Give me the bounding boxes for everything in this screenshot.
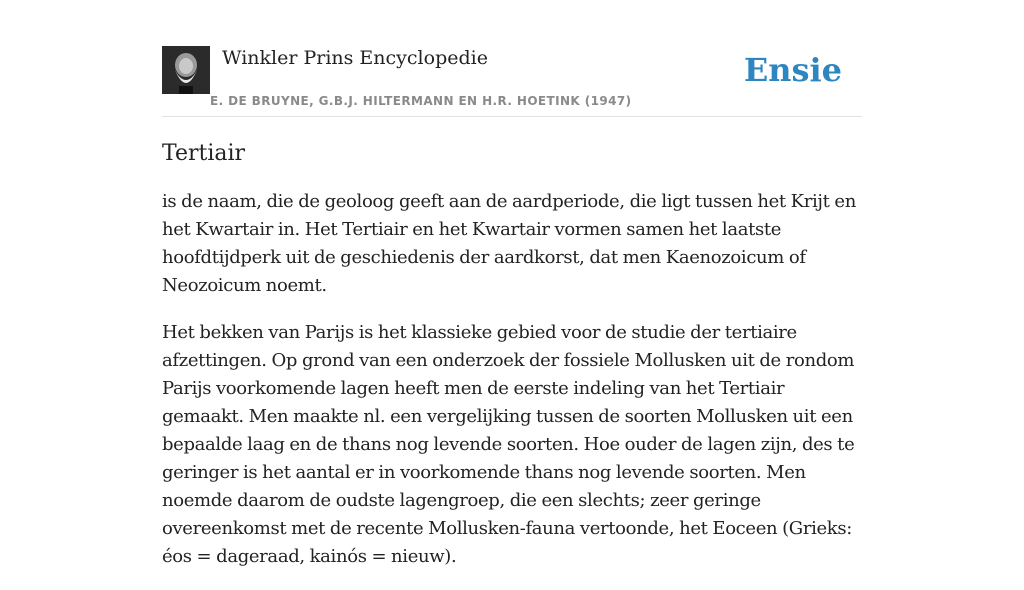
author-avatar — [162, 46, 210, 94]
ensie-logo[interactable]: Ensie — [743, 51, 842, 89]
article-paragraph: Het bekken van Parijs is het klassieke gebied voor de studie der tertiaire afzettingen. Op grond van een onderzoek der fossiele Mollusken uit de rondom Parijs voorkomende lagen heeft men de eerste indeling van het Tertiair gemaakt. Men maakte nl. een vergelijking tussen de soorten Mollusken uit een bepaalde laag en de thans nog levende soorten. Hoe ouder de lagen zijn, des te geringer is het aantal er in voorkomende thans nog levende soorten. Men noemde daarom de oudste lagengroep, die een slechts; zeer geringe overeenkomst met de recente Mollusken-fauna vertoonde, het Eoceen (Grieks: éos = dageraad, kainós = nieuw). — [162, 322, 855, 567]
author-portrait-icon — [162, 46, 210, 94]
site-header — [162, 46, 862, 117]
article-title: Tertiair — [162, 141, 246, 166]
source-authors: E. DE BRUYNE, G.B.J. HILTERMANN EN H.R. HOETINK (1947) — [210, 94, 632, 108]
article-paragraph: is de naam, die de geoloog geeft aan de aardperiode, die ligt tussen het Krijt en het Kwartair in. Het Tertiair en het Kwartair vormen samen het laatste hoofdtijdperk uit de geschiedenis der aardkorst, dat men Kaenozoicum of Neozoicum noemt. — [162, 191, 856, 296]
article — [162, 138, 866, 590]
site-title[interactable]: Winkler Prins Encyclopedie — [222, 47, 488, 69]
